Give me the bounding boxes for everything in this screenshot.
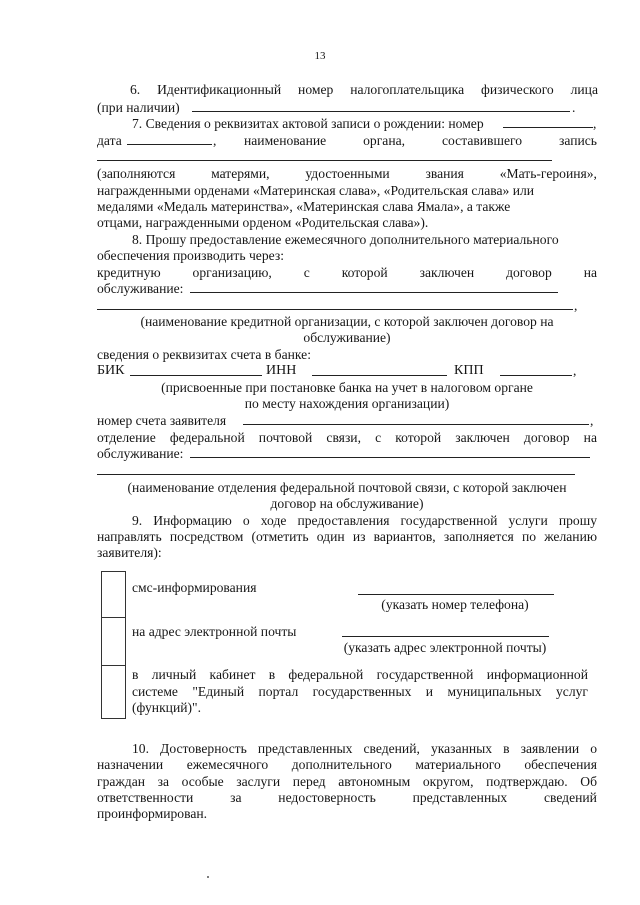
note-word: матерями, bbox=[211, 166, 270, 181]
item10-word: сведений bbox=[543, 790, 597, 805]
item8-word: на bbox=[583, 265, 597, 280]
item8-bank-field-end: , bbox=[574, 298, 578, 313]
item10-line5: проинформирован. bbox=[97, 806, 208, 821]
item10-line4 bbox=[97, 790, 597, 806]
note-word: удостоенными bbox=[305, 166, 390, 181]
email-address-hint: (указать адрес электронной почты) bbox=[343, 640, 547, 655]
item10-line1: 10. Достоверность представленных сведений, указанных в заявлении о bbox=[132, 741, 597, 756]
inn-label: ИНН bbox=[266, 363, 297, 378]
item8-word: которой bbox=[341, 265, 388, 280]
item8-caption2-line1: (присвоенные при постановке банка на учет в налоговом органе bbox=[161, 380, 533, 395]
item7-word: запись bbox=[558, 133, 597, 148]
note-word: (заполняются bbox=[97, 166, 176, 181]
post-line1: отделение федеральной почтовой связи, с которой заключен договор на bbox=[97, 430, 597, 445]
item8-caption2-line2: по месту нахождения организации) bbox=[244, 396, 450, 411]
item10-word: ответственности bbox=[97, 790, 194, 805]
item7-note-line3: медалями «Медаль материнства», «Материнская слава Ямала», а также bbox=[97, 199, 511, 214]
item7-date-field[interactable] bbox=[127, 144, 212, 145]
item8-caption1-line1: (наименование кредитной организации, с которой заключен договор на bbox=[140, 314, 554, 329]
post-label: обслуживание: bbox=[97, 446, 184, 461]
item7-authority-label bbox=[244, 133, 597, 149]
account-number-field[interactable] bbox=[243, 424, 589, 425]
page-number: 13 bbox=[314, 50, 326, 62]
item8-account-details: сведения о реквизитах счета в банке: bbox=[97, 347, 311, 362]
note-word: звания bbox=[425, 166, 464, 181]
post-office-field-line2[interactable] bbox=[97, 474, 575, 475]
item7-date-comma: , bbox=[213, 133, 217, 148]
item8-line3 bbox=[97, 265, 597, 281]
item8-bank-field[interactable] bbox=[190, 292, 558, 293]
item7-note-line4: отцами, награжденными орденом «Родительская слава»). bbox=[97, 215, 429, 230]
email-address-field[interactable] bbox=[342, 636, 549, 637]
item8-caption3-line1: (наименование отделения федеральной почтовой связи, с которой заключен bbox=[127, 480, 567, 495]
kpp-end: , bbox=[573, 363, 577, 378]
item10-line2 bbox=[97, 757, 597, 773]
item7-record-number-field[interactable] bbox=[503, 127, 593, 128]
portal-option-line1: в личный кабинет в федеральной государственной информационной bbox=[132, 667, 588, 682]
item6-inn-end: . bbox=[572, 100, 576, 115]
item8-word: с bbox=[303, 265, 310, 280]
account-number-label: номер счета заявителя bbox=[97, 413, 227, 428]
item10-word: за bbox=[230, 790, 242, 805]
kpp-label: КПП bbox=[454, 363, 484, 378]
item10-word: дополнительного bbox=[291, 757, 392, 772]
account-number-end: , bbox=[590, 413, 594, 428]
item8-caption1-line2: обслуживание) bbox=[303, 330, 391, 345]
item7-record-number-end: , bbox=[593, 116, 597, 131]
item8-word: заключен bbox=[419, 265, 475, 280]
bik-label: БИК bbox=[97, 363, 125, 378]
item6-inn-field[interactable] bbox=[192, 111, 570, 112]
item7-authority-field[interactable] bbox=[97, 160, 552, 161]
item8-word: договор bbox=[506, 265, 552, 280]
item6-line1: 6. Идентификационный номер налогоплательщика физического лица bbox=[130, 82, 598, 97]
item8-bank-label: обслуживание: bbox=[97, 281, 184, 296]
post-office-field[interactable] bbox=[190, 457, 590, 458]
item7-note-line2: награжденными орденами «Материнская слава», «Родительская слава» или bbox=[97, 183, 535, 198]
item8-word: кредитную bbox=[97, 265, 161, 280]
item7-word: органа, bbox=[363, 133, 406, 148]
item10-line3: граждан за особые заслуги перед автономным округом, подтверждаю. Об bbox=[97, 774, 597, 789]
bik-field[interactable] bbox=[130, 375, 262, 376]
item10-word: материального bbox=[415, 757, 501, 772]
item7-date-label: дата bbox=[97, 133, 122, 148]
item7-note-line1 bbox=[97, 166, 597, 182]
portal-option-line3: (функций)". bbox=[132, 700, 201, 715]
sms-option-label: смс-информирования bbox=[132, 580, 257, 595]
item10-word: назначении bbox=[97, 757, 164, 772]
item10-word: ежемесячного bbox=[186, 757, 269, 772]
item8-bank-field-line2[interactable] bbox=[97, 309, 573, 310]
item8-word: организацию, bbox=[192, 265, 272, 280]
inn-field[interactable] bbox=[312, 375, 447, 376]
portal-checkbox[interactable] bbox=[101, 665, 126, 719]
item8-line2: обеспечения производить через: bbox=[97, 248, 284, 263]
kpp-field[interactable] bbox=[500, 375, 572, 376]
note-word: «Мать-героиня», bbox=[499, 166, 597, 181]
portal-option-line2: системе "Единый портал государственных и муниципальных услуг bbox=[132, 684, 588, 699]
item8-line1: 8. Прошу предоставление ежемесячного дополнительного материального bbox=[132, 232, 559, 247]
phone-number-hint: (указать номер телефона) bbox=[381, 597, 529, 612]
item7-word: наименование bbox=[244, 133, 327, 148]
email-checkbox[interactable] bbox=[101, 617, 126, 667]
item9-line1: 9. Информацию о ходе предоставления государственной услуги прошу bbox=[132, 513, 597, 528]
item6-inn-label: (при наличии) bbox=[97, 100, 180, 115]
email-option-label: на адрес электронной почты bbox=[132, 624, 297, 639]
item7-word: составившего bbox=[442, 133, 523, 148]
item9-line2: направлять посредством (отметить один из вариантов, заполняется по желанию bbox=[97, 529, 597, 544]
phone-number-field[interactable] bbox=[358, 594, 554, 595]
item10-word: недостоверность bbox=[278, 790, 376, 805]
item10-word: представленных bbox=[412, 790, 508, 805]
item7-line1: 7. Сведения о реквизитах актовой записи о рождении: номер bbox=[132, 116, 484, 131]
scan-speck bbox=[207, 876, 209, 878]
item10-word: обеспечения bbox=[524, 757, 597, 772]
item8-caption3-line2: договор на обслуживание) bbox=[270, 496, 424, 511]
sms-checkbox[interactable] bbox=[101, 571, 126, 619]
item9-line3: заявителя): bbox=[97, 545, 162, 560]
